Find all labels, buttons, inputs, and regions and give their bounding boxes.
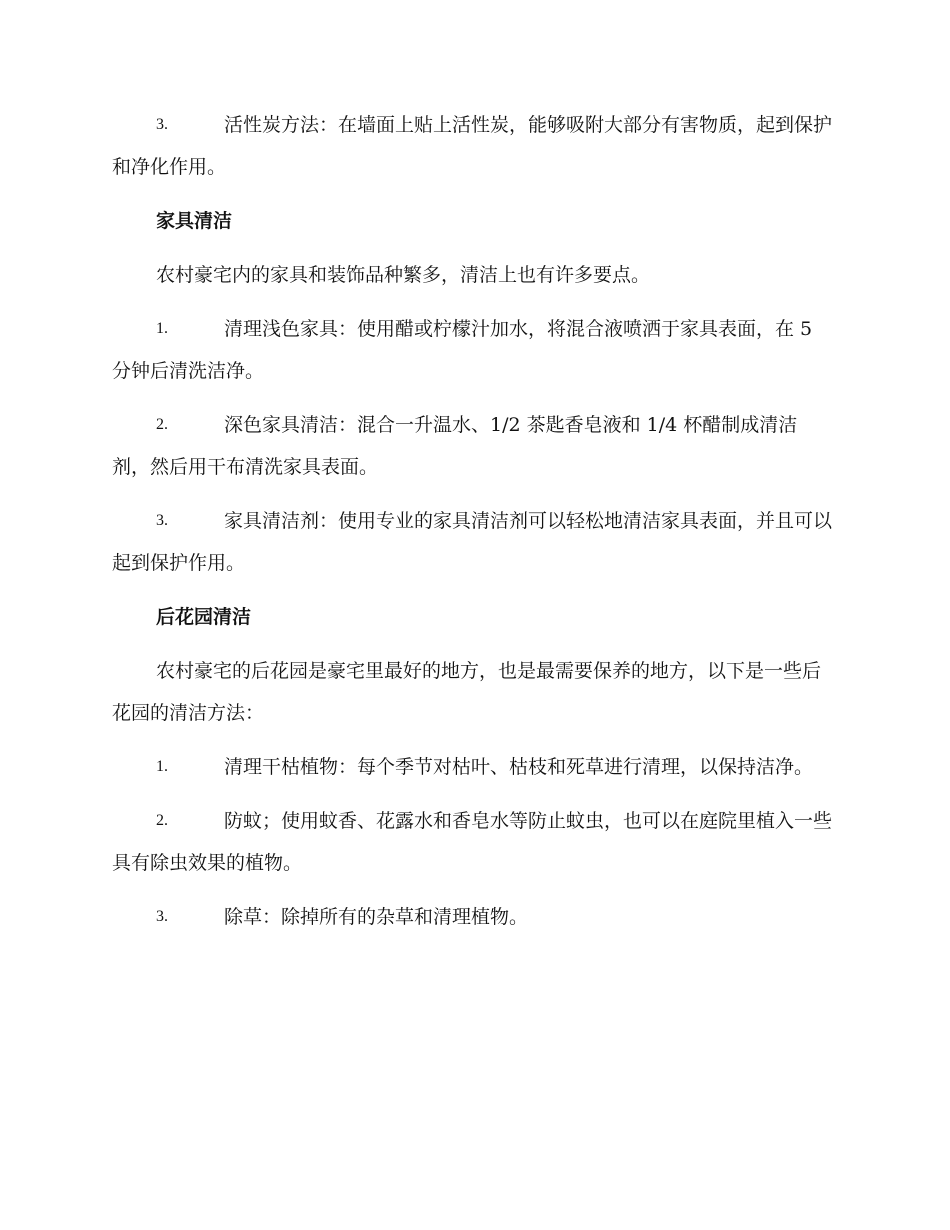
- list-item-text: 防蚊；使用蚊香、花露水和香皂水等防止蚊虫，也可以在庭院里植入一些具有除虫效果的植物。: [112, 810, 833, 874]
- section-heading-furniture: 家具清洁: [156, 210, 233, 232]
- section-intro-garden: 农村豪宅的后花园是豪宅里最好的地方，也是最需要保养的地方，以下是一些后花园的清洁方法：: [112, 660, 822, 724]
- section-heading-garden: 后花园清洁: [156, 606, 252, 628]
- list-item-weeding: [112, 896, 834, 938]
- list-item-text: 深色家具清洁：混合一升温水、1/2 茶匙香皂液和 1/4 杯醋制成清洁剂，然后用干布清洗家具表面。: [112, 414, 798, 478]
- document-body: [112, 104, 834, 950]
- list-item-dry-plants: [112, 746, 834, 788]
- list-item-activated-carbon: [112, 104, 834, 188]
- list-number: 1.: [156, 758, 168, 775]
- list-number: 1.: [156, 320, 168, 337]
- section-intro-furniture: 农村豪宅内的家具和装饰品种繁多，清洁上也有许多要点。: [156, 264, 651, 286]
- list-number: 3.: [156, 116, 168, 133]
- list-item-light-furniture: [112, 308, 834, 392]
- list-item-mosquito: [112, 800, 834, 884]
- list-item-furniture-cleaner: [112, 500, 834, 584]
- list-item-text: 活性炭方法：在墙面上贴上活性炭，能够吸附大部分有害物质，起到保护和净化作用。: [112, 114, 833, 178]
- list-item-text: 家具清洁剂：使用专业的家具清洁剂可以轻松地清洁家具表面，并且可以起到保护作用。: [112, 510, 833, 574]
- list-item-dark-furniture: [112, 404, 834, 488]
- list-number: 3.: [156, 512, 168, 529]
- list-number: 2.: [156, 812, 168, 829]
- list-item-text: 除草：除掉所有的杂草和清理植物。: [224, 906, 529, 928]
- list-item-text: 清理浅色家具：使用醋或柠檬汁加水，将混合液喷洒于家具表面，在 5 分钟后清洗洁净。: [112, 318, 813, 382]
- list-number: 2.: [156, 416, 168, 433]
- list-number: 3.: [156, 908, 168, 925]
- list-item-text: 清理干枯植物：每个季节对枯叶、枯枝和死草进行清理，以保持洁净。: [224, 756, 814, 778]
